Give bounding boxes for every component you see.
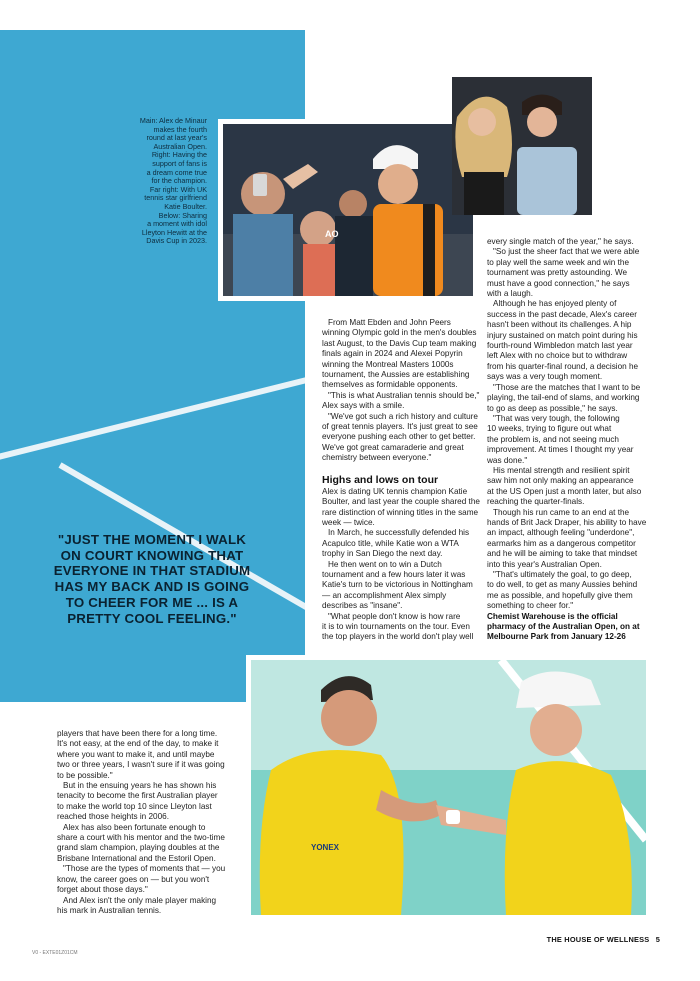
section-heading: Highs and lows on tour <box>322 473 439 486</box>
cap-logo-text: AO <box>325 229 339 239</box>
article-column-left: players that have been there for a long time. It's not easy, at the end of the day, to make it where you want to make it, and until maybe two or three years, I wasn't sure if it was going to be possible." But in the ensuing years he has shown his tenacity to become the first Australian player to make the world top 10 since Lleyton last reached those heights in 2006. Alex has also been fortunate enough to share a court with his mentor and the two-time grand slam champion, playing doubles at the Brisbane International and the Estoril Open. "Those are the types of moments that — you know, the career goes on — but you won't forget about those days." And Alex isn't the only male player making his mark in Australian tennis. <box>57 729 226 915</box>
article-column-right: every single match of the year," he says. "So just the sheer fact that we were able to play well the same week and win the tournament was pretty astounding. We must have a good connection," he says with a laugh. Although he has enjoyed plenty of success in the past decade, Alex's career hasn't been without its challenges. A hip injury sustained on match point during his fourth-round Wimbledon match last year left Alex with no choice but to withdraw from his quarter-final round, a decision he says was a very tough moment. "Those are the matches that I want to be playing, the tail-end of slams, and working to go as deep as possible," he says. "That was very tough, the following 10 weeks, trying to figure out what the problem is, and not seeing much improvement. At times I thought my year was done." His mental strength and resilient spirit saw him not only making an appearance at the US Open just a month later, but also reaching the quarter-finals. Though his run came to an end at the hands of Brit Jack Draper, his ability to have an impact, although feeling "underdone", earmarks him as a dangerous competitor and he will be aiming to take that mindset into this year's Australian Open. "That's ultimately the goal, to go deep, to do well, to get as many Aussies behind me as possible, and hopefully give them something to cheer for." Chemist Warehouse is the official pharmacy of the Australian Open, on at Melbourne Park from January 12-26 <box>487 237 657 643</box>
pull-quote: "JUST THE MOMENT I WALK ON COURT KNOWING THAT EVERYONE IN THAT STADIUM HAS MY BACK AND IS GOING TO CHEER FOR ME ... IS A PRETTY COOL FEELING." <box>53 532 251 626</box>
publication-title: THE HOUSE OF WELLNESS <box>546 935 650 944</box>
page-number: 5 <box>655 935 660 944</box>
photo-with-girlfriend <box>452 77 592 215</box>
article-column-middle: From Matt Ebden and John Peers winning Olympic gold in the men's doubles last August, to the Davis Cup team making finals again in 2024 and Alexei Popyrin winning the Montreal Masters 1000s tournament, the Aussies are establishing themselves as formidable opponents. "This is what Australian tennis should be," Alex says with a smile. "We've got such a rich history and culture of great tennis players. It's just great to see everyone pushing each other to get better. We've got great camaraderie and great chemistry between everyone." Highs and lows on tour Alex is dating UK tennis champion Katie Boulter, and last year the couple shared the rare distinction of winning titles in the same week — twice. In March, he successfully defended his Acapulco title, while Katie won a WTA trophy in San Diego the next day. He then went on to win a Dutch tournament and a few hours later it was Katie's turn to be victorious in Nottingham — an accomplishment Alex simply describes as "insane". "What people don't know is how rare it is to win tournaments on the tour. Even the top players in the world don't play well <box>322 318 480 642</box>
footer-title <box>547 935 660 944</box>
fans-illustration <box>223 124 473 296</box>
couple-illustration <box>452 77 592 215</box>
photo-fans-signing <box>223 124 473 296</box>
photo-caption: Main: Alex de Minaur makes the fourth round at last year's Australian Open. Right: Having the support of fans is a dream come true for the champion. Far right: With UK tennis star girlfriend Katie Boulter. Below: Sharing a moment with idol Lleyton Hewitt at the Davis Cup in 2023. <box>139 116 207 246</box>
footer-code: V0 - EXTE01Z01CM <box>32 950 78 956</box>
photo-davis-cup-hewitt <box>251 660 646 915</box>
court-line <box>0 374 305 462</box>
sponsor-note: Chemist Warehouse is the official <box>487 611 618 621</box>
davis-cup-illustration <box>251 660 646 915</box>
shirt-brand-text: YONEX <box>311 843 340 852</box>
